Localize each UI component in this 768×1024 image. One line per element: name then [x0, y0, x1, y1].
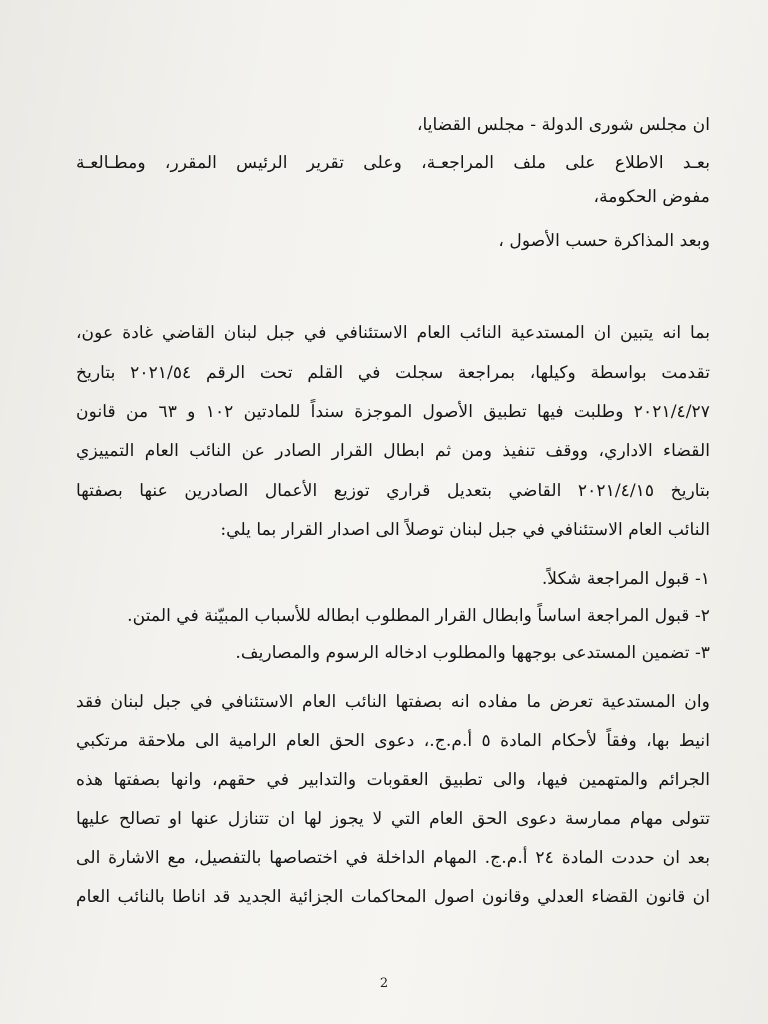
facts-paragraph-line: ٢٠٢١/٤/٢٧ وطلبت فيها تطبيق الأصول الموجزة سنداً للمادتين ١٠٢ و ٦٣ من قانون — [76, 402, 710, 422]
arguments-paragraph-line: ان قانون القضاء العدلي وقانون اصول المحاكمات الجزائية الجديد قد اناطا بالنائب العام — [76, 887, 710, 907]
facts-paragraph-line: تقدمت بواسطة وكيلها، بمراجعة سجلت في القلم تحت الرقم ٢٠٢١/٥٤ بتاريخ — [76, 363, 710, 383]
arguments-paragraph-line: تتولى مهام ممارسة دعوى الحق العام التي لا يجوز لها ان تتنازل عنها او تصالح عليها — [76, 809, 710, 829]
arguments-paragraph-line: انيط بها، وفقاً لأحكام المادة ٥ أ.م.ج.، دعوى الحق العام الرامية الى ملاحقة مرتكبي — [76, 731, 710, 751]
arguments-paragraph-line: الجرائم والمتهمين فيها، والى تطبيق العقوبات والتدابير في حقهم، وانها بصفتها هذه — [76, 770, 710, 790]
facts-paragraph-line: بما انه يتبين ان المستدعية النائب العام الاستئنافي في جبل لبنان القاضي غادة عون، — [76, 323, 710, 343]
page-number: 2 — [379, 976, 389, 991]
facts-paragraph-line: النائب العام الاستئنافي في جبل لبنان توصلاً الى اصدار القرار بما يلي: — [220, 520, 710, 540]
arguments-paragraph-line: وان المستدعية تعرض ما مفاده انه بصفتها النائب العام الاستئنافي في جبل لبنان فقد — [76, 692, 710, 712]
request-item: ٣- تضمين المستدعى بوجهها والمطلوب ادخاله الرسوم والمصاريف. — [235, 643, 710, 663]
review-statement-line: مفوض الحكومة، — [593, 187, 710, 207]
request-item: ٢- قبول المراجعة اساساً وابطال القرار المطلوب ابطاله للأسباب المبيّنة في المتن. — [127, 606, 710, 626]
review-statement-line: بعـد الاطلاع على ملف المراجعـة، وعلى تقرير الرئيس المقرر، ومطـالعـة — [76, 153, 710, 173]
council-heading: ان مجلس شورى الدولة - مجلس القضايا، — [416, 115, 710, 135]
facts-paragraph-line: القضاء الاداري، ووقف تنفيذ ومن ثم ابطال القرار الصادر عن النائب العام التمييزي — [76, 441, 710, 461]
deliberation-statement: وبعد المذاكرة حسب الأصول ، — [498, 231, 710, 251]
request-item: ١- قبول المراجعة شكلاً. — [541, 569, 710, 589]
facts-paragraph-line: بتاريخ ٢٠٢١/٤/١٥ القاضي بتعديل قراري توزيع الأعمال الصادرين عنها بصفتها — [76, 481, 710, 501]
arguments-paragraph-line: بعد ان حددت المادة ٢٤ أ.م.ج. المهام الداخلة في اختصاصها بالتفصيل، مع الاشارة الى — [76, 848, 710, 868]
